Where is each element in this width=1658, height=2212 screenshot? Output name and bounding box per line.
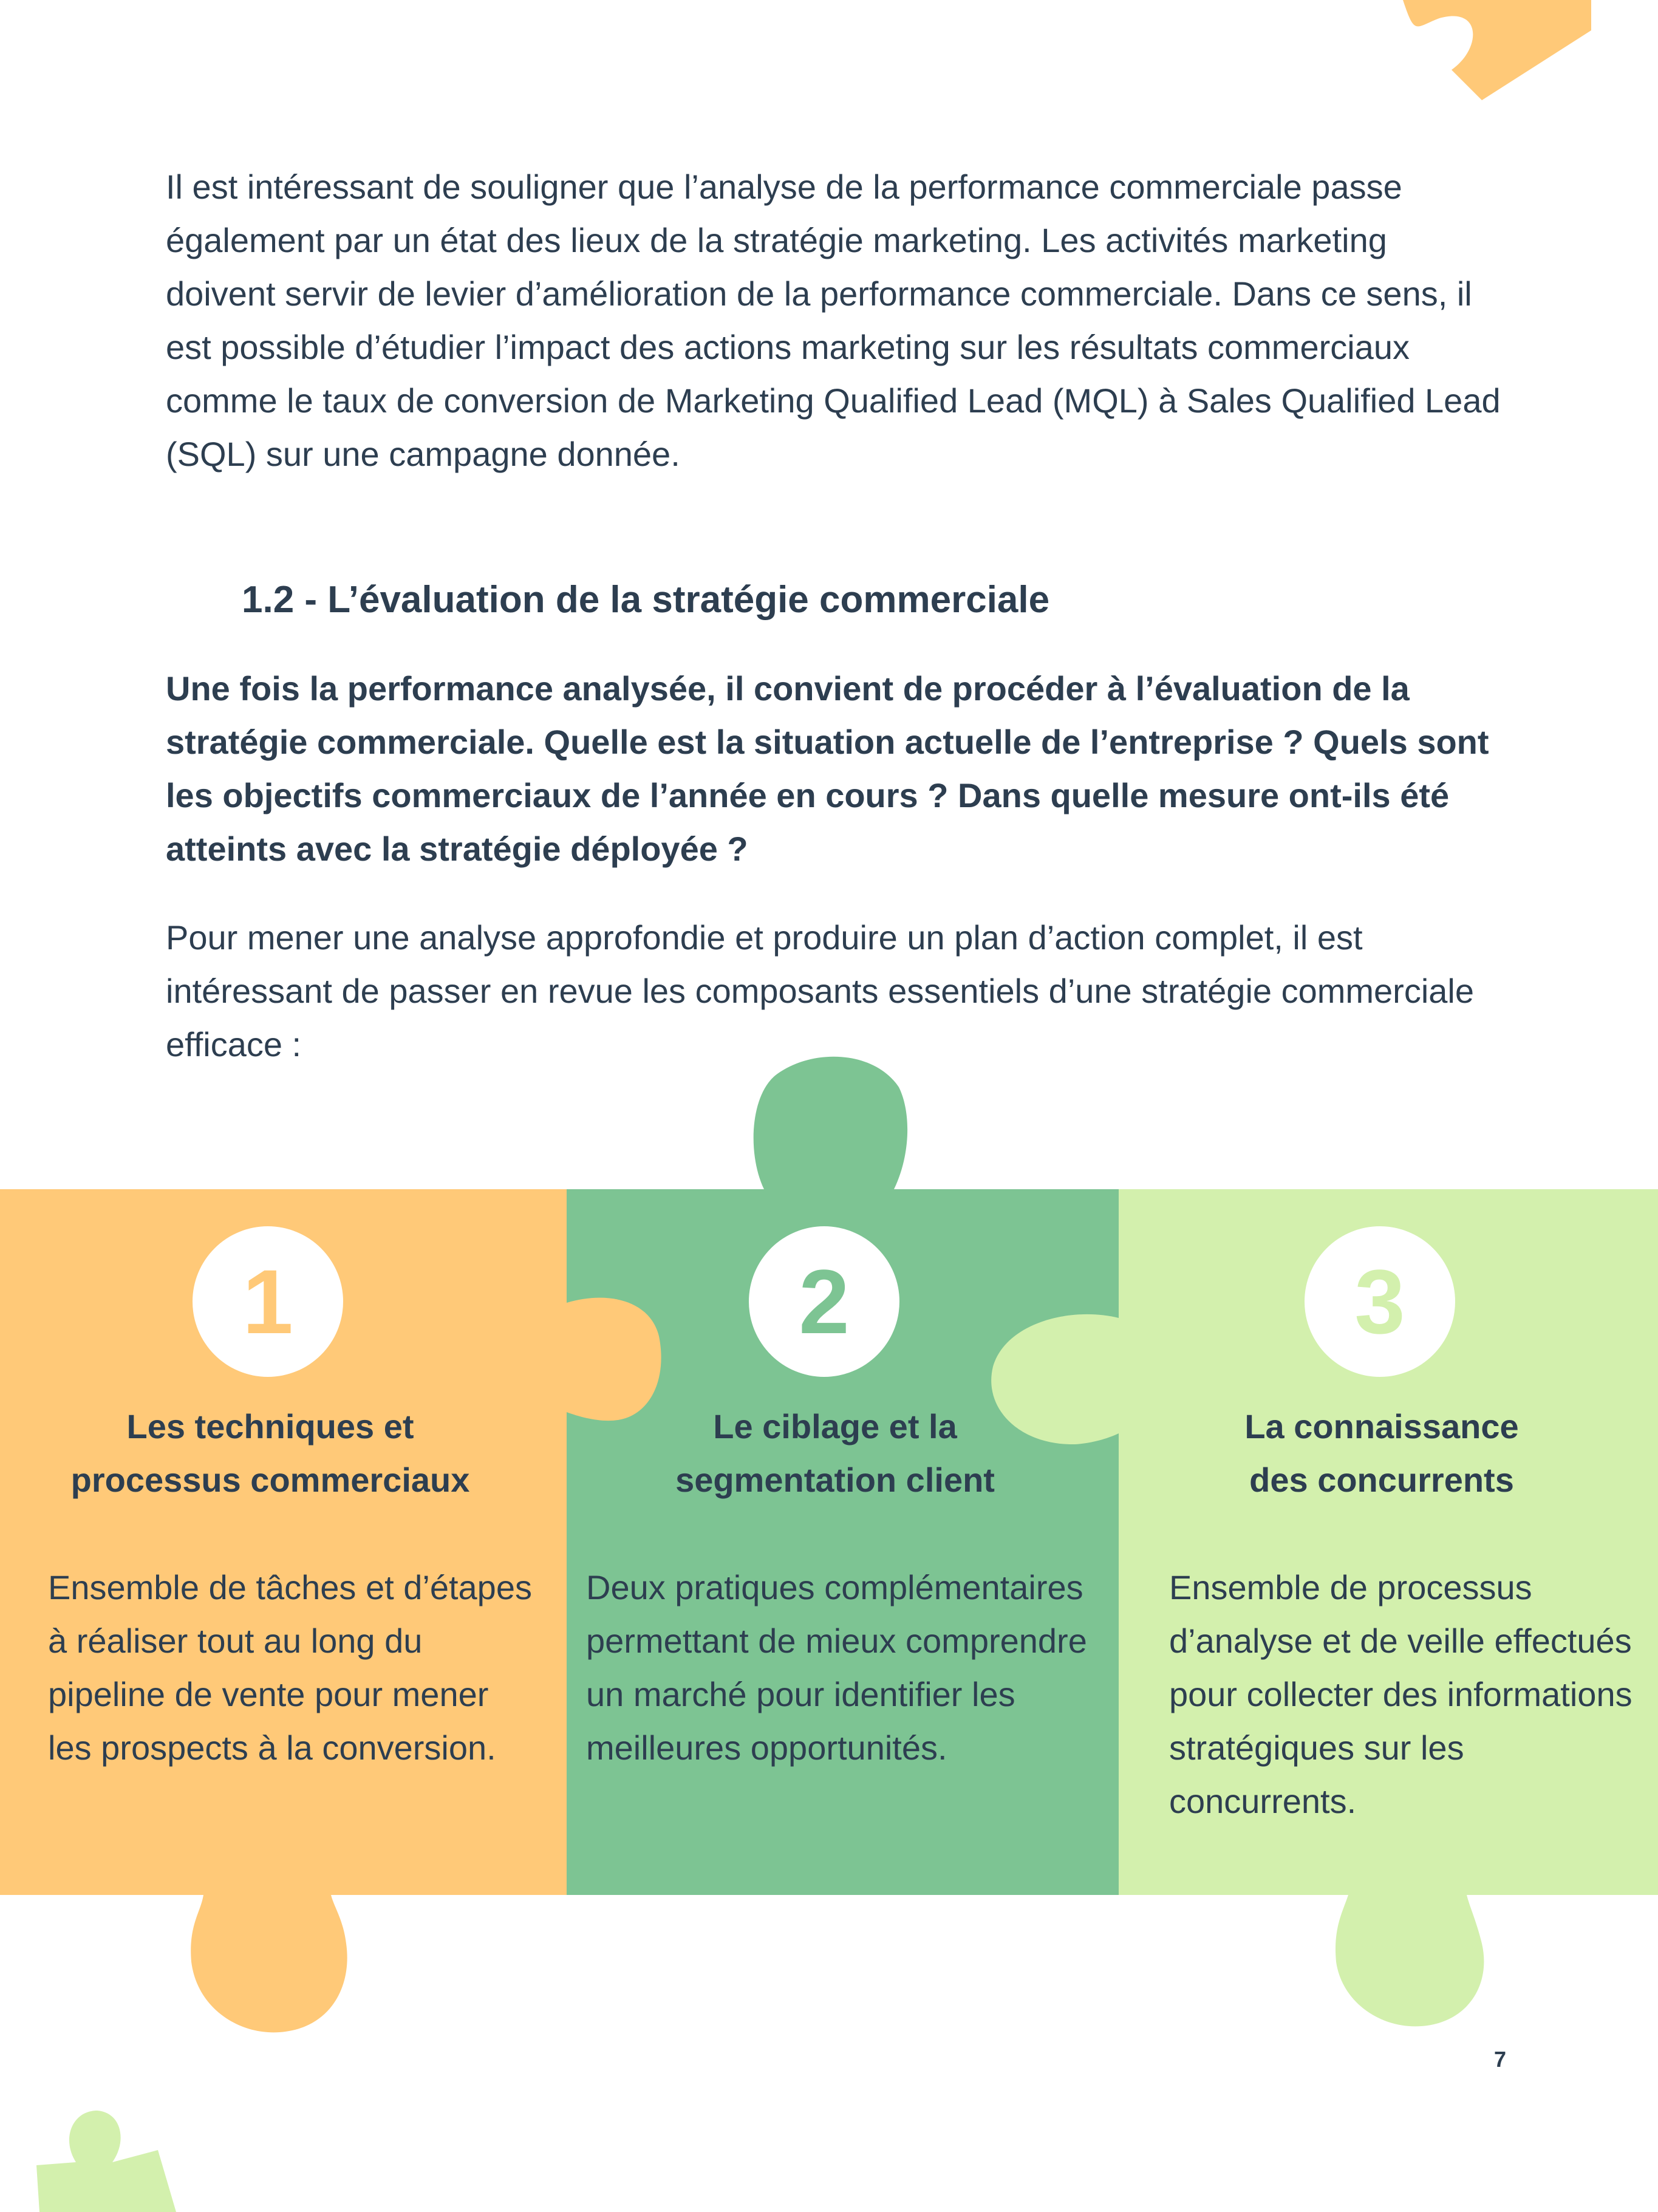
puzzle-tab-bottom-card1 xyxy=(191,1895,347,2032)
puzzle-tab-bottom-card3 xyxy=(1336,1895,1484,2026)
card-2-title-line2: segmentation client xyxy=(675,1461,995,1499)
section-heading: 1.2 - L’évaluation de la stratégie commerciale xyxy=(242,579,1050,621)
card-1-title-line1: Les techniques et xyxy=(126,1407,414,1446)
card-1-title-line2: processus commerciaux xyxy=(70,1461,470,1499)
intro-paragraph: Il est intéressant de souligner que l’analyse de la performance commerciale passe également par un état des lieux de la stratégie marketing. Les activités marketing doivent servir de levier d’amélioration de la performance commerciale. Dans ce sens, il est possible d’étudier l’impact des actions marketing sur les résultats commerciaux comme le taux de conversion de Marketing Qualified Lead (MQL) à Sales Qualified Lead (SQL) sur une campagne donnée. xyxy=(166,168,1501,473)
card-2-number-badge xyxy=(749,1226,899,1377)
card-1-number-badge xyxy=(193,1226,343,1377)
puzzle-piece-corner-top-right xyxy=(1403,0,1591,100)
card-1-title xyxy=(24,1400,516,1507)
card-3-number: 3 xyxy=(1354,1250,1405,1353)
lead-paragraph: Une fois la performance analysée, il convient de procéder à l’évaluation de la stratégie commerciale. Quelle est la situation actuelle de l’entreprise ? Quels sont les objectifs commerciaux de l’année en cours ? Dans quelle mesure ont-ils été atteints avec la stratégie déployée ? xyxy=(166,669,1489,868)
card-1-body: Ensemble de tâches et d’étapes à réaliser tout au long du pipeline de vente pour mener les prospects à la conversion. xyxy=(48,1568,532,1767)
card-1-number: 1 xyxy=(242,1250,293,1353)
card-2-title xyxy=(583,1400,1087,1507)
card-2-title-line1: Le ciblage et la xyxy=(713,1407,957,1446)
card-3-body: Ensemble de processus d’analyse et de veille effectués pour collecter des informations stratégiques sur les concurrents. xyxy=(1169,1568,1632,1820)
puzzle-tab-top xyxy=(754,1057,907,1189)
card-3-title xyxy=(1139,1400,1625,1507)
page-number: 7 xyxy=(1493,2047,1507,2072)
card-3-title-line1: La connaissance xyxy=(1244,1407,1519,1446)
card-2-number: 2 xyxy=(799,1250,850,1353)
card-3-number-badge xyxy=(1305,1226,1455,1377)
card-3-title-line2: des concurrents xyxy=(1249,1461,1514,1499)
body-paragraph: Pour mener une analyse approfondie et produire un plan d’action complet, il est intéressant de passer en revue les composants essentiels d’une stratégie commerciale efficace : xyxy=(166,918,1475,1063)
puzzle-piece-corner-bottom-left xyxy=(36,2111,176,2212)
card-2-body: Deux pratiques complémentaires permettant de mieux comprendre un marché pour identifier les meilleures opportunités. xyxy=(586,1568,1087,1767)
